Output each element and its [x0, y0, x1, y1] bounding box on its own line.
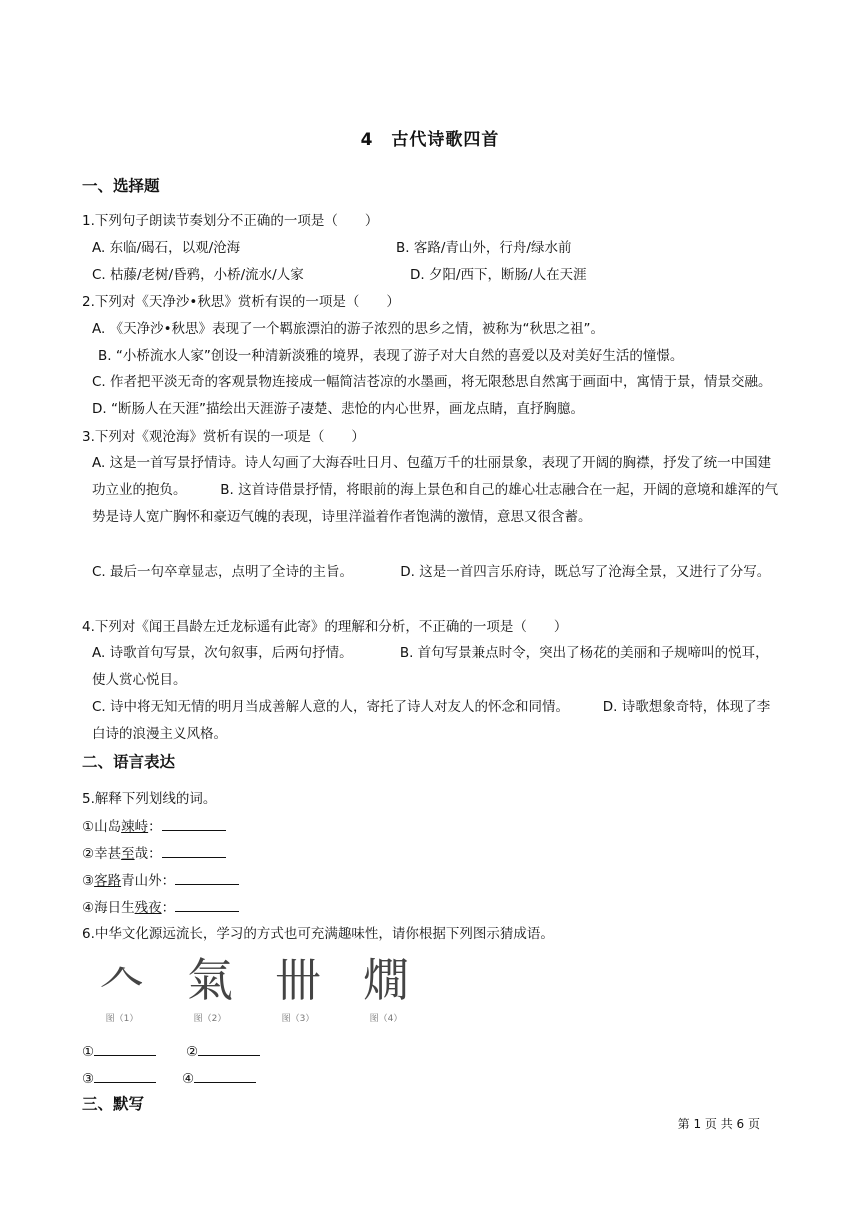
figure-3-caption: 图（3）	[281, 1014, 315, 1024]
item-number: ③	[82, 873, 95, 889]
figure-4	[346, 950, 426, 1030]
idiom-figures	[82, 950, 422, 1030]
figure-4-caption: 图（4）	[369, 1014, 403, 1024]
q6-answer-4	[182, 1068, 256, 1089]
answer-blank[interactable]	[162, 843, 226, 858]
q1-option-a: A. 东临/碣石，以观/沧海	[92, 240, 241, 256]
question-4-stem: 4.下列对《闻王昌龄左迁龙标遥有此寄》的理解和分析，不正确的一项是（ ）	[82, 619, 568, 635]
figure-2-image: 氣	[187, 953, 233, 1007]
answer-blank[interactable]	[175, 870, 239, 885]
q1-option-d: D. 夕阳/西下，断肠/人在天涯	[410, 267, 587, 283]
question-5-stem: 5.解释下列划线的词。	[82, 791, 217, 807]
q1-option-b: B. 客路/青山外，行舟/绿水前	[396, 240, 572, 256]
page-title: 4 古代诗歌四首	[360, 130, 500, 150]
item-text: 山岛	[94, 819, 122, 835]
q5-item-2	[82, 843, 226, 864]
section-heading-choice: 一、选择题	[82, 177, 160, 195]
figure-3-image: 卌	[275, 953, 321, 1007]
item-text: 幸甚	[94, 846, 122, 862]
item-text: 哉：	[134, 846, 162, 862]
figure-4-image: 燗	[363, 953, 409, 1007]
q4-option-cd: C. 诗中将无知无情的明月当成善解人意的人，寄托了诗人对友人的怀念和同情。 D. 诗歌想象奇特，体现了李白诗的浪漫主义风格。	[92, 699, 771, 742]
figure-2-caption: 图（2）	[193, 1014, 227, 1024]
q5-item-4	[82, 897, 239, 918]
section-heading-expression: 二、语言表达	[82, 753, 176, 771]
q3-option-ab: A. 这是一首写景抒情诗。诗人勾画了大海吞吐日月、包蕴万千的壮丽景象，表现了开阔的胸襟，抒发了统一中国建功立业的抱负。 B. 这首诗借景抒情，将眼前的海上景色和自己的雄心壮志融合在一起，开阔的意境和雄浑的气势是诗人宽广胸怀和豪迈气魄的表现，诗里洋溢着作者饱满的激情，意思又很含蓄。	[92, 455, 779, 525]
underlined-word: 至	[121, 846, 135, 862]
underlined-word: 竦峙	[121, 819, 149, 835]
q6-answer-1	[82, 1041, 156, 1062]
answer-blank[interactable]	[175, 897, 239, 912]
q2-option-b: B. “小桥流水人家”创设一种清新淡雅的境界，表现了游子对大自然的喜爱以及对美好生活的憧憬。	[98, 348, 684, 364]
answer-blank[interactable]	[198, 1041, 260, 1056]
q5-item-3	[82, 870, 239, 891]
page-footer: 第 1 页 共 6 页	[677, 1117, 760, 1131]
q6-answer-3	[82, 1068, 156, 1089]
item-text: 海日生	[94, 900, 135, 916]
q4-option-ab: A. 诗歌首句写景，次句叙事，后两句抒情。 B. 首句写景兼点时令，突出了杨花的美丽和子规啼叫的悦耳，使人赏心悦目。	[92, 645, 769, 688]
answer-number: ③	[82, 1071, 95, 1087]
figure-3	[258, 950, 338, 1030]
q3-option-cd: C. 最后一句卒章显志，点明了全诗的主旨。 D. 这是一首四言乐府诗，既总写了沧海全景，又进行了分写。	[92, 564, 771, 580]
item-text: 青山外：	[121, 873, 176, 889]
q2-option-a: A. 《天净沙•秋思》表现了一个羁旅漂泊的游子浓烈的思乡之情，被称为“秋思之祖”。	[92, 321, 605, 337]
question-2-stem: 2.下列对《天净沙•秋思》赏析有误的一项是（ ）	[82, 294, 400, 310]
q2-option-cd: C. 作者把平淡无奇的客观景物连接成一幅简洁苍凉的水墨画，将无限愁思自然寓于画面中，寓情于景，情景交融。 D. “断肠人在天涯”描绘出天涯游子凄楚、悲怆的内心世界，画龙点睛，直抒胸臆。	[92, 374, 806, 417]
answer-blank[interactable]	[94, 1041, 156, 1056]
figure-1-caption: 图（1）	[105, 1014, 139, 1024]
item-text: ：	[161, 900, 176, 916]
answer-blank[interactable]	[194, 1068, 256, 1083]
underlined-word: 客路	[94, 873, 122, 889]
q5-item-1	[82, 816, 226, 837]
answer-blank[interactable]	[162, 816, 226, 831]
figure-1	[82, 950, 162, 1030]
answer-number: ②	[186, 1044, 199, 1060]
section-heading-dictation: 三、默写	[82, 1095, 145, 1113]
question-3-stem: 3.下列对《观沧海》赏析有误的一项是（ ）	[82, 429, 365, 445]
figure-1-image: 𠆢	[99, 953, 145, 1007]
item-number: ②	[82, 846, 95, 862]
answer-number: ④	[182, 1071, 195, 1087]
q1-option-c: C. 枯藤/老树/昏鸦，小桥/流水/人家	[92, 267, 304, 283]
answer-blank[interactable]	[94, 1068, 156, 1083]
answer-number: ①	[82, 1044, 95, 1060]
figure-2	[170, 950, 250, 1030]
q6-answer-2	[186, 1041, 260, 1062]
item-number: ①	[82, 819, 95, 835]
question-1-stem: 1.下列句子朗读节奏划分不正确的一项是（ ）	[82, 213, 379, 229]
underlined-word: 残夜	[134, 900, 162, 916]
item-text: ：	[148, 819, 162, 835]
item-number: ④	[82, 900, 95, 916]
question-6-stem: 6.中华文化源远流长，学习的方式也可充满趣味性，请你根据下列图示猜成语。	[82, 926, 554, 942]
